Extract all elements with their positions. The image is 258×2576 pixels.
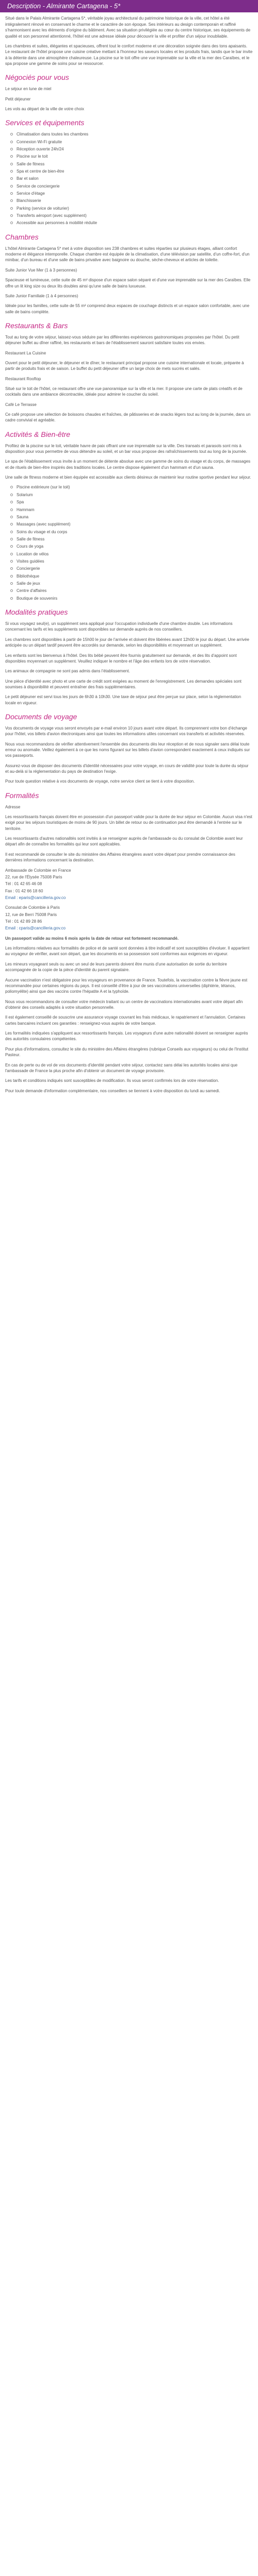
formalities-note: Il est également conseillé de souscrire une assurance voyage couvrant les frais médicaux, le rapatriement et l'annulation. Certaines cartes bancaires incluent ces garanties : renseignez-vous auprès de votre banque. [5, 1015, 246, 1026]
formalities-note: Les mineurs voyageant seuls ou avec un seul de leurs parents doivent être munis d'une autorisation de sortie du territoire accompagnée de la copie de la pièce d'identité du parent signataire. [5, 961, 227, 973]
list-item: Salle de fitness [10, 161, 253, 167]
section-title-restaurants: Restaurants & Bars [5, 321, 68, 330]
rooms-paragraph: Idéale pour les familles, cette suite de 55 m² comprend deux espaces de couchage distincts et un espace salon confortable, avec une salle de bains complète. [5, 303, 250, 314]
room-type-heading: Suite Junior Familiale (1 à 4 personnes) [5, 293, 78, 298]
restaurant-name: Café Le Terrasse [5, 402, 37, 407]
list-item: Sauna [10, 514, 253, 520]
conditions-paragraph: Les enfants sont les bienvenus à l'hôtel. Des lits bébé peuvent être fournis gratuitement sur demande, et des lits d'appoint sont disponibles moyennant un supplément. Veuillez indiquer le nombre et l'âge des enfants lors de votre réservation. [5, 653, 237, 664]
section-title-services: Services et équipements [5, 118, 85, 127]
page-banner: Description - Almirante Cartagena - 5* [0, 0, 258, 12]
embassy-address [5, 868, 253, 901]
list-item: Soins du visage et du corps [10, 529, 253, 535]
address-line: 22, rue de l'Élysée 75008 Paris [5, 874, 62, 879]
section-title-documents: Documents de voyage [5, 713, 77, 721]
list-item: Visites guidées [10, 558, 253, 564]
restaurant-name: Restaurant La Cuisine [5, 350, 46, 355]
list-item: Salle de fitness [10, 536, 253, 542]
address-line: Tél : 01 42 65 46 08 [5, 882, 42, 887]
formalities-note: Nous vous recommandons de consulter votre médecin traitant ou un centre de vaccinations internationales avant votre départ afin d'obtenir des conseils adaptés à votre situation personnelle. [5, 999, 243, 1010]
list-item: Salle de jeux [10, 581, 253, 586]
rooms-paragraph: L'hôtel Almirante Cartagena 5* met à votre disposition ses 238 chambres et suites réparties sur plusieurs étages, alliant confort moderne et élégance intemporelle. Chaque chambre est équipée de la climatisation, d'une télévision par satellite, d'un coffre-fort, d'un minibar, d'un bureau et d'une salle de bains privative avec baignoire ou douche, sèche-cheveux et articles de toilette. [5, 246, 250, 263]
formalities-note: En cas de perte ou de vol de vos documents d'identité pendant votre séjour, contactez sans délai les autorités locales ainsi que l'ambassade de France la plus proche afin d'obtenir un document de voyage provisoire. [5, 1062, 238, 1073]
conditions-paragraph: Le petit déjeuner est servi tous les jours de 6h30 à 10h30. Une taxe de séjour peut être perçue sur place, selon la réglementation locale en vigueur. [5, 694, 241, 705]
documents-paragraph: Nous vous recommandons de vérifier attentivement l'ensemble des documents dès leur réception et de nous signaler sans délai toute erreur ou anomalie. Veillez également à ce que les noms figurant sur les billets d'avion correspondent exactement à ceux indiqués sur vos passeports. [5, 741, 250, 758]
restaurants-paragraph: Ouvert pour le petit déjeuner, le déjeuner et le dîner, le restaurant principal propose une cuisine internationale et locale, préparée à partir de produits frais et de saison. Le buffet du petit déjeuner offre un large choix de mets sucrés et salés. [5, 360, 244, 371]
list-item: Spa [10, 499, 253, 505]
email-link[interactable] [5, 925, 253, 931]
formalities-note: Aucune vaccination n'est obligatoire pour les voyageurs en provenance de France. Toutefois, la vaccination contre la fièvre jaune est recommandée pour certaines régions du pays. Il est conseillé d'être à jour de ses vaccinations universelles (diphtérie, tétanos, poliomyélite) ainsi que des vaccins contre l'hépatite A et la typhoïde. [5, 977, 248, 994]
embassy-heading: Ambassade de Colombie en France [5, 868, 71, 873]
list-item: Boutique de souvenirs [10, 596, 253, 601]
list-item: Bibliothèque [10, 573, 253, 579]
formalities-note: Pour plus d'informations, consultez le site du ministère des Affaires étrangères (rubrique Conseils aux voyageurs) ou celui de l'Institut Pasteur. [5, 1046, 249, 1058]
section-title-conditions: Modalités pratiques [5, 608, 68, 617]
list-item: Blanchisserie [10, 198, 253, 204]
restaurants-paragraph: Tout au long de votre séjour, laissez-vous séduire par les différentes expériences gastronomiques proposées par l'hôtel. Du petit déjeuner buffet au dîner raffiné, les restaurants et bars de l'établissement sauront satisfaire toutes vos envies. [5, 334, 239, 346]
conditions-paragraph: Les animaux de compagnie ne sont pas admis dans l'établissement. [5, 669, 130, 674]
list-item: Conciergerie [10, 566, 253, 571]
consulate-email-link[interactable]: Email : cparis@cancilleria.gov.co [5, 926, 66, 931]
list-item: Parking (service de voiturier) [10, 206, 253, 211]
formalities-paragraph: Les ressortissants d'autres nationalités sont invités à se renseigner auprès de l'ambassade ou du consulat de Colombie avant leur départ afin de connaître les formalités qui leur sont applicables. [5, 836, 243, 847]
formalities-note: Les informations relatives aux formalités de police et de santé sont données à titre indicatif et sont susceptibles d'évoluer. Il appartient au voyageur de vérifier, avant son départ, que les documents en sa possession sont conformes aux exigences en vigueur. [5, 946, 250, 957]
list-item: Massages (avec supplément) [10, 521, 253, 527]
room-type-heading: Suite Junior Vue Mer (1 à 3 personnes) [5, 267, 77, 273]
list-item: Connexion Wi-Fi gratuite [10, 139, 253, 145]
intro-paragraph-1: Situé dans le Palais Almirante Cartagena 5*, véritable joyau architectural du patrimoine historique de la ville, cet hôtel a été intégralement rénové en conservant le charme et le caractère de son époque. Ses intérieurs au design contemporain et raffiné s'harmonisent avec les éléments d'origine du bâtiment. Avec sa situation privilégiée au cœur du centre historique, ses équipements de qualité et son personnel attentionné, l'hôtel est une adresse idéale pour découvrir la ville et profiter d'un séjour inoubliable. [5, 16, 251, 39]
intro-paragraph-2: Les chambres et suites, élégantes et spacieuses, offrent tout le confort moderne et une décoration soignée dans des tons apaisants. Le restaurant de l'hôtel propose une cuisine créative mettant à l'honneur les saveurs locales et les produits frais, tandis que le bar invite à la détente dans une atmosphère chaleureuse. La piscine sur le toit offre une vue imprenable sur la ville et la mer des Caraïbes, et le spa propose une gamme de soins pour se ressourcer. [5, 43, 253, 66]
restaurant-name: Restaurant Rooftop [5, 376, 41, 381]
location-paragraph: Le séjour en lune de miel [5, 87, 52, 92]
section-title-location: Négociés pour vous [5, 73, 69, 82]
consulate-heading: Consulat de Colombie à Paris [5, 905, 60, 910]
conditions-paragraph: Les chambres sont disponibles à partir de 15h00 le jour de l'arrivée et doivent être libérées avant 12h00 le jour du départ. Une arrivée anticipée ou un départ tardif peuvent être accordés sur demande, selon les disponibilités et moyennant un supplément. [5, 637, 249, 648]
list-item: Bar et salon [10, 176, 253, 181]
formalities-note: Les tarifs et conditions indiqués sont susceptibles de modification. Ils vous seront confirmés lors de votre réservation. [5, 1078, 219, 1083]
activities-paragraph: Le spa de l'établissement vous invite à un moment de détente absolue avec une gamme de soins du visage et du corps, de massages et de rituels de bien-être inspirés des traditions locales. Le centre dispose également d'un hammam et d'un sauna. [5, 459, 251, 470]
documents-paragraph: Vos documents de voyage vous seront envoyés par e-mail environ 10 jours avant votre départ. Ils comprennent votre bon d'échange pour l'hôtel, vos billets d'avion électroniques ainsi que toutes les informations utiles concernant vos transferts et activités réservées. [5, 725, 247, 737]
restaurants-paragraph: Situé sur le toit de l'hôtel, ce restaurant offre une vue panoramique sur la ville et la mer. Il propose une carte de plats créatifs et de cocktails dans une ambiance décontractée, idéale pour admirer le coucher du soleil. [5, 386, 243, 397]
section-title-rooms: Chambres [5, 232, 39, 241]
documents-paragraph: Assurez-vous de disposer des documents d'identité nécessaires pour votre voyage, en cours de validité pour toute la durée du séjour et au-delà si la réglementation du pays de destination l'exige. [5, 763, 249, 774]
list-item: Solarium [10, 492, 253, 498]
rooms-paragraph: Spacieuse et lumineuse, cette suite de 45 m² dispose d'un espace salon séparé et d'une vue imprenable sur la mer des Caraïbes. Elle offre un lit king size ou deux lits doubles ainsi qu'une salle de bains luxueuse. [5, 278, 251, 289]
conditions-paragraph: Une pièce d'identité avec photo et une carte de crédit sont exigées au moment de l'enregistrement. Les demandes spéciales sont soumises à disponibilité et peuvent entraîner des frais supplémentaires. [5, 679, 241, 689]
list-item: Location de vélos [10, 551, 253, 557]
location-paragraph: Les vols au départ de la ville de votre choix [5, 106, 84, 111]
list-item: Service d'étage [10, 191, 253, 196]
embassy-email-link[interactable]: Email : eparis@cancilleria.gov.co [5, 895, 66, 900]
list-item: Cours de yoga [10, 544, 253, 549]
restaurants-paragraph: Ce café propose une sélection de boissons chaudes et fraîches, de pâtisseries et de snacks légers tout au long de la journée, dans un cadre convivial et agréable. [5, 412, 251, 423]
services-list [5, 131, 253, 226]
list-item: Piscine extérieure (sur le toit) [10, 484, 253, 490]
location-paragraph: Petit déjeuner [5, 96, 31, 101]
documents-paragraph: Pour toute question relative à vos documents de voyage, notre service client se tient à votre disposition. [5, 779, 195, 784]
activities-list [5, 484, 253, 601]
list-item: Centre d'affaires [10, 588, 253, 594]
list-item: Hammam [10, 507, 253, 513]
consulate-address [5, 905, 253, 931]
main-content [0, 15, 258, 1108]
list-item: Accessible aux personnes à mobilité réduite [10, 220, 253, 226]
list-item: Spa et centre de bien-être [10, 168, 253, 174]
activities-paragraph: Une salle de fitness moderne et bien équipée est accessible aux clients désireux de maintenir leur routine sportive pendant leur séjour. [5, 475, 251, 480]
address-line: 12, rue de Berri 75008 Paris [5, 912, 57, 917]
formalities-note: Les formalités indiquées s'appliquent aux ressortissants français. Les voyageurs d'une autre nationalité doivent se renseigner auprès des autorités consulaires compétentes. [5, 1031, 248, 1042]
formalities-paragraph: Les ressortissants français doivent être en possession d'un passeport valide pour la durée de leur séjour en Colombie. Aucun visa n'est exigé pour les séjours touristiques de moins de 90 jours. Un billet de retour ou de continuation peut être demandé à l'entrée sur le territoire. [5, 815, 252, 831]
list-item: Réception ouverte 24h/24 [10, 146, 253, 152]
passport-note: Un passeport valide au moins 6 mois après la date de retour est fortement recommandé. [5, 936, 179, 941]
formalities-note: Pour toute demande d'information complémentaire, nos conseillers se tiennent à votre disposition du lundi au samedi. [5, 1088, 220, 1093]
address-line: Tél : 01 42 89 28 86 [5, 919, 42, 924]
list-item: Transferts aéroport (avec supplément) [10, 213, 253, 218]
formalities-paragraph: Il est recommandé de consulter le site du ministère des Affaires étrangères avant votre départ pour prendre connaissance des dernières informations concernant la destination. [5, 852, 235, 863]
conditions-paragraph: Si vous voyagez seul(e), un supplément sera appliqué pour l'occupation individuelle d'une chambre double. Les informations concernant les tarifs et les suppléments sont disponibles sur demande auprès de nos conseillers. [5, 621, 233, 632]
section-title-activities: Activités & Bien-être [5, 430, 71, 438]
list-item: Piscine sur le toit [10, 154, 253, 159]
hotel-description-page [0, 0, 258, 1108]
list-item: Climatisation dans toutes les chambres [10, 131, 253, 137]
activities-paragraph: Profitez de la piscine sur le toit, véritable havre de paix offrant une vue imprenable sur la ville. Des transats et parasols sont mis à disposition pour vous permettre de vous détendre au soleil, et un bar vous propose des rafraîchissements tout au long de la journée. [5, 443, 247, 454]
formalities-label: Adresse [5, 804, 21, 809]
section-title-formalities: Formalités [5, 791, 39, 800]
list-item: Service de conciergerie [10, 183, 253, 189]
email-link[interactable] [5, 895, 253, 901]
address-line: Fax : 01 42 66 18 60 [5, 888, 43, 893]
